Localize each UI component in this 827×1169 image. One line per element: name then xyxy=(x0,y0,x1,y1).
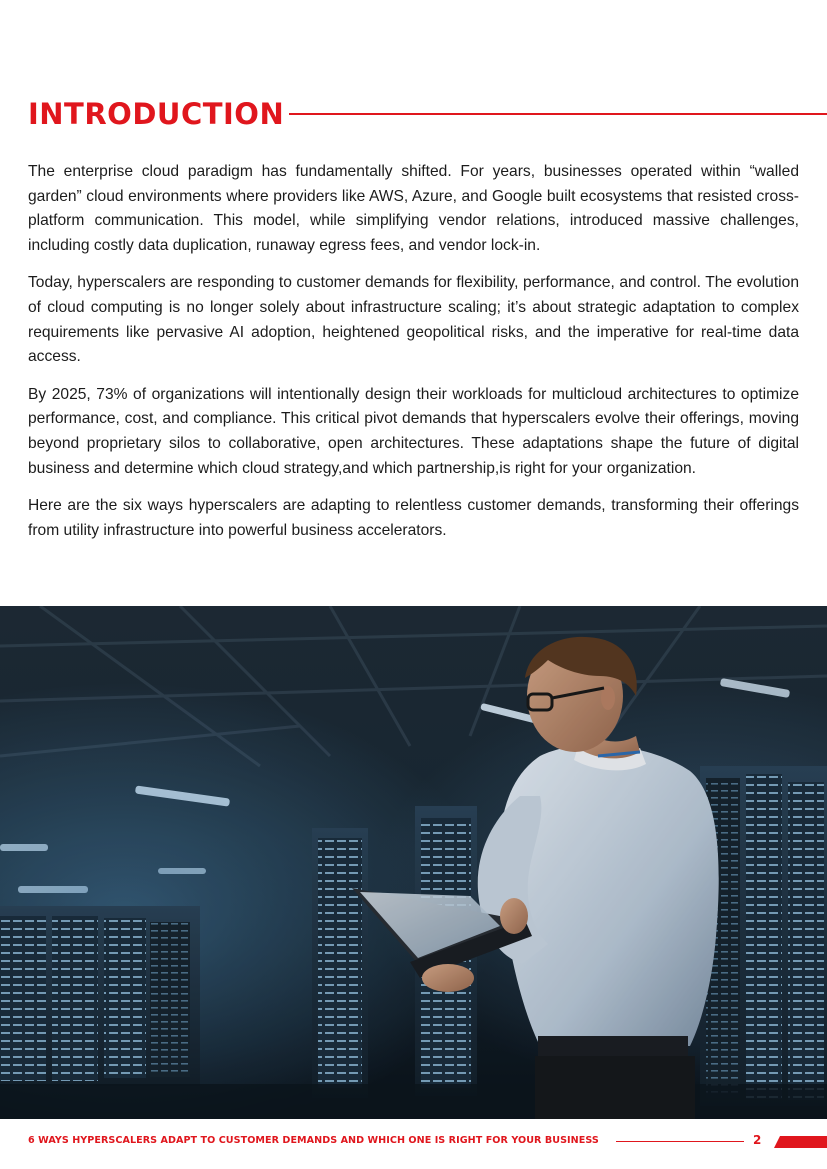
title-divider xyxy=(289,113,827,115)
footer-title: 6 WAYS HYPERSCALERS ADAPT TO CUSTOMER DEMANDS AND WHICH ONE IS RIGHT FOR YOUR BUSINESS xyxy=(28,1135,599,1146)
data-center-photo xyxy=(0,606,827,1119)
intro-paragraph-2: Today, hyperscalers are responding to customer demands for flexibility, performance, and control. The evolution of cloud computing is no longer solely about infrastructure scaling; it’s about strategic adaptation to complex requirements like pervasive AI adoption, heightened geopolitical risks, and the imperative for real-time data access. xyxy=(28,274,799,366)
intro-paragraph-4: Here are the six ways hyperscalers are adapting to relentless customer demands, transforming their offerings from utility infrastructure into powerful business accelerators. xyxy=(28,497,799,539)
intro-paragraph-1: The enterprise cloud paradigm has fundamentally shifted. For years, businesses operated within “walled garden” cloud environments where providers like AWS, Azure, and Google built ecosystems that resisted cross-platform communication. This model, while simplifying vendor relations, introduced massive challenges, including costly data duplication, runaway egress fees, and vendor lock-in. xyxy=(28,163,799,254)
page-title: INTRODUCTION xyxy=(28,97,285,131)
page-footer xyxy=(0,1131,827,1153)
page-tab-marker xyxy=(774,1136,827,1148)
introduction-body xyxy=(28,160,799,556)
page-number: 2 xyxy=(753,1133,762,1147)
section-heading xyxy=(28,94,827,136)
intro-paragraph-3: By 2025, 73% of organizations will intentionally design their workloads for multicloud architectures to optimize performance, cost, and compliance. This critical pivot demands that hyperscalers evolve their offerings, moving beyond proprietary silos to collaborative, open architectures. These adaptations shape the future of digital business and determine which cloud strategy,and which partnership,is right for your organization. xyxy=(28,385,799,477)
footer-divider xyxy=(616,1141,744,1142)
